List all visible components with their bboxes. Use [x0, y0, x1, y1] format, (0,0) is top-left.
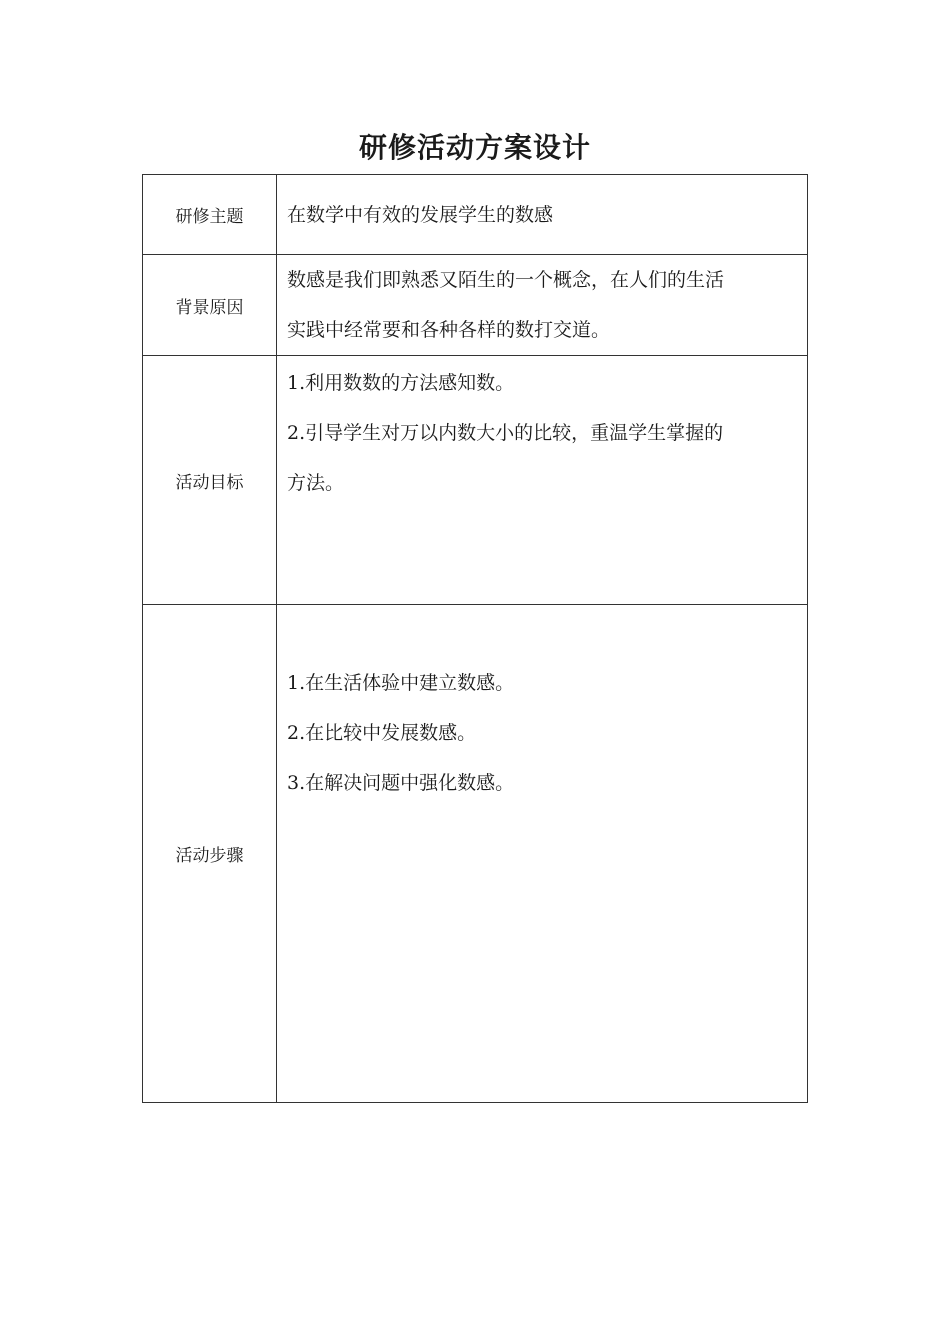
goal-line: 1.利用数数的方法感知数。	[287, 372, 515, 394]
steps-label: 活动步骤	[143, 605, 277, 1103]
goal-line: 方法。	[287, 472, 345, 494]
steps-content	[277, 605, 808, 1103]
page-title: 研修活动方案设计	[358, 131, 591, 164]
goals-label: 活动目标	[143, 356, 277, 605]
background-line: 实践中经常要和各种各样的数打交道。	[287, 319, 611, 341]
table-row-topic	[143, 175, 808, 255]
background-label: 背景原因	[143, 255, 277, 356]
plan-table	[142, 174, 808, 1103]
background-content	[277, 255, 808, 356]
step-line: 2.在比较中发展数感。	[287, 722, 477, 744]
step-line: 3.在解决问题中强化数感。	[287, 772, 515, 794]
topic-label: 研修主题	[143, 175, 277, 255]
table-row-steps	[143, 605, 808, 1103]
goal-line: 2.引导学生对万以内数大小的比较，重温学生掌握的	[287, 422, 724, 444]
background-line: 数感是我们即熟悉又陌生的一个概念，在人们的生活	[287, 269, 725, 291]
goals-content	[277, 356, 808, 605]
topic-content: 在数学中有效的发展学生的数感	[277, 175, 808, 255]
step-line: 1.在生活体验中建立数感。	[287, 672, 515, 694]
table-row-background	[143, 255, 808, 356]
table-row-goals	[143, 356, 808, 605]
